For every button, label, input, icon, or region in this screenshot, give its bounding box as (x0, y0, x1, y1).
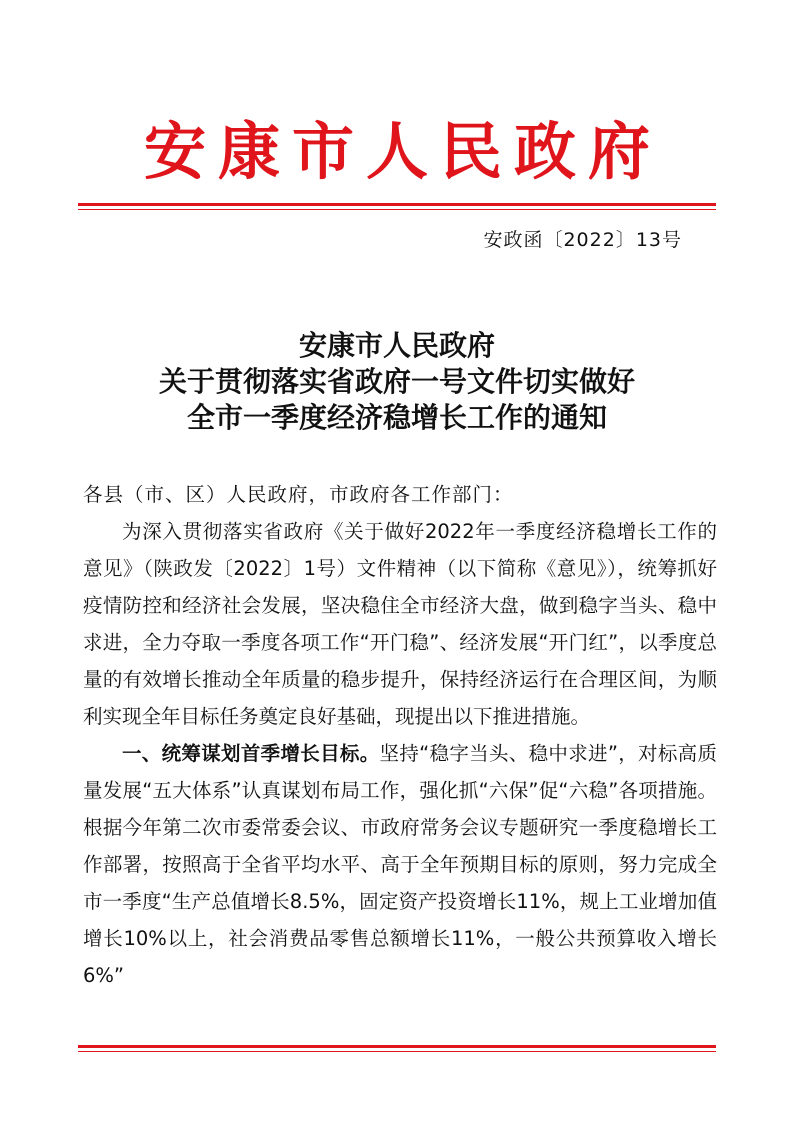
title-line: 安康市人民政府 (298, 329, 495, 362)
footer-rule-thin (78, 1051, 716, 1052)
footer-rule-thick (78, 1045, 716, 1048)
document-body (83, 476, 717, 994)
section-one-heading: 一、统筹谋划首季增长目标。 (122, 742, 380, 765)
title-line: 关于贯彻落实省政府一号文件切实做好 (158, 365, 635, 398)
masthead-rule-thin (78, 209, 716, 210)
document-title (0, 328, 794, 436)
masthead: 安康市人民政府 (143, 115, 662, 188)
document-number: 安政函〔2022〕13号 (483, 229, 682, 251)
title-line: 全市一季度经济稳增长工作的通知 (186, 401, 607, 434)
intro-paragraph: 为深入贯彻落实省政府《关于做好2022年一季度经济稳增长工作的意见》（陕政发〔2022〕1号）文件精神（以下简称《意见》），统筹抓好疫情防控和经济社会发展，坚决稳住全市经济大盘，做到稳字当头、稳中求进，全力夺取一季度各项工作“开门稳”、经济发展“开门红”，以季度总量的有效增长推动全年质量的稳步提升，保持经济运行在合理区间，为顺利实现全年目标任务奠定良好基础，现提出以下推进措施。 (83, 520, 717, 728)
section-one-text: 坚持“稳字当头、稳中求进”，对标高质量发展“五大体系”认真谋划布局工作，强化抓“六保”促“六稳”各项措施。根据今年第二次市委常委会议、市政府常务会议专题研究一季度稳增长工作部署，按照高于全省平均水平、高于全年预期目标的原则，努力完成全市一季度“生产总值增长8.5%，固定资产投资增长11%，规上工业增加值增长10%以上，社会消费品零售总额增长11%，一般公共预算收入增长6%” (83, 742, 717, 987)
masthead-rule-thick (78, 203, 716, 206)
salutation: 各县（市、区）人民政府，市政府各工作部门： (83, 483, 514, 506)
section-one-paragraph (83, 735, 717, 994)
